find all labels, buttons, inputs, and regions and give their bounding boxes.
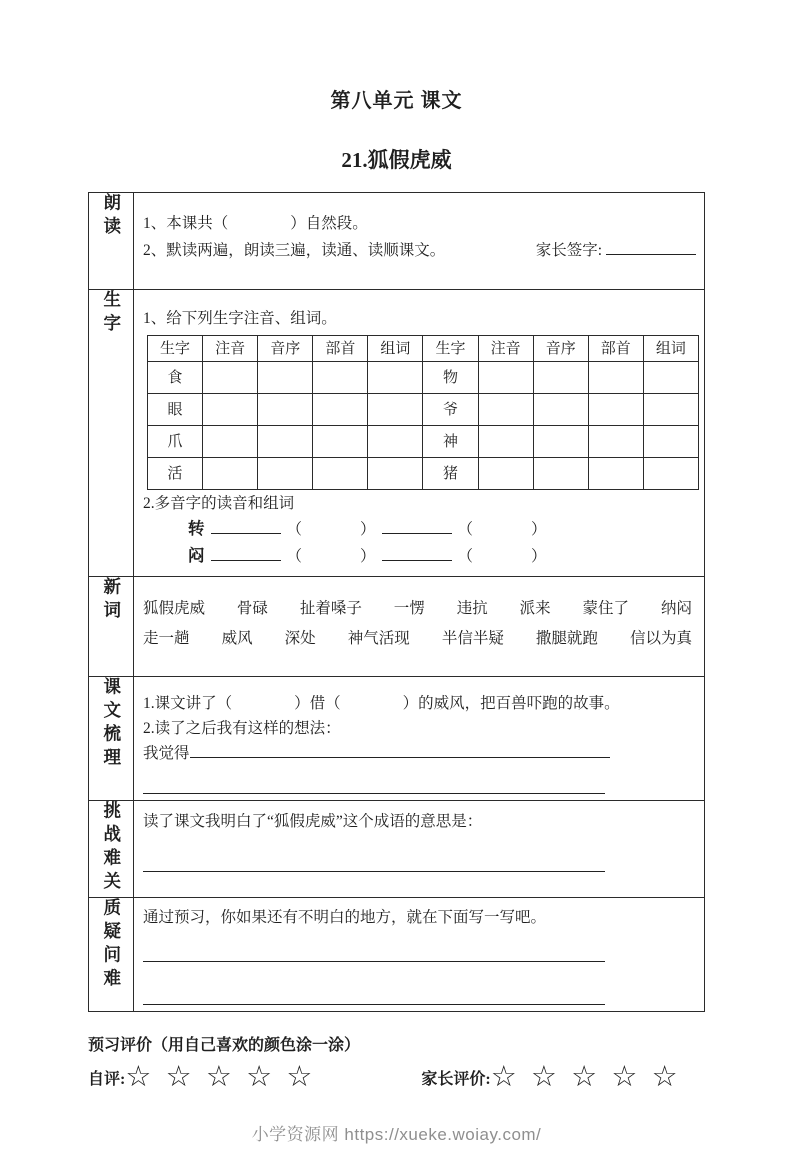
grid-cell-empty bbox=[313, 394, 368, 426]
grid-cell-empty bbox=[258, 426, 313, 458]
new-word: 骨碌 bbox=[236, 600, 268, 617]
paren-open: （ bbox=[457, 548, 474, 565]
new-word: 狐假虎威 bbox=[143, 600, 206, 617]
new-word: 深处 bbox=[284, 630, 316, 647]
paren-close: ） bbox=[360, 521, 376, 538]
tiaozhan-content bbox=[134, 801, 705, 898]
paren-close: ） bbox=[360, 548, 376, 565]
row-label-xinci: 新词 bbox=[101, 577, 122, 624]
grid-cell-empty bbox=[313, 458, 368, 490]
grid-header: 部首 bbox=[588, 336, 643, 362]
grid-cell-empty bbox=[313, 426, 368, 458]
grid-char: 食 bbox=[148, 362, 203, 394]
evaluation-row bbox=[88, 1060, 705, 1094]
paren-open: （ bbox=[286, 521, 303, 538]
word-line-2 bbox=[143, 624, 696, 654]
xinci-content bbox=[134, 577, 705, 677]
paren-close: ） bbox=[531, 521, 547, 538]
parent-eval-label: 家长评价: bbox=[421, 1070, 491, 1088]
grid-cell-empty bbox=[643, 458, 698, 490]
row-label-cell-kewen bbox=[89, 677, 134, 801]
polyphone-char: 转 bbox=[188, 519, 205, 538]
grid-header: 音序 bbox=[258, 336, 313, 362]
new-word: 蒙住了 bbox=[582, 600, 630, 617]
grid-cell-empty bbox=[368, 458, 423, 490]
langdu-content bbox=[134, 193, 705, 290]
grid-cell-empty bbox=[588, 426, 643, 458]
grid-cell-empty bbox=[588, 458, 643, 490]
grid-row bbox=[148, 362, 699, 394]
polyphone-char: 闷 bbox=[188, 546, 205, 565]
tiaozhan-line1: 读了课文我明白了“狐假虎威”这个成语的意思是： bbox=[143, 813, 483, 830]
new-word: 纳闷 bbox=[660, 600, 692, 617]
new-word: 撒腿就跑 bbox=[535, 630, 598, 647]
shengzi-prompt1: 1、给下列生字注音、组词。 bbox=[143, 310, 337, 327]
grid-cell-empty bbox=[203, 426, 258, 458]
row-label-kewen: 课文梳理 bbox=[101, 677, 122, 771]
grid-row bbox=[148, 458, 699, 490]
polyphone-line-zhuan bbox=[188, 516, 696, 543]
polyphone-line-men bbox=[188, 543, 696, 570]
row-label-tiaozhan: 挑战难关 bbox=[101, 801, 122, 895]
parent-sign-label: 家长签字: bbox=[535, 242, 602, 259]
shengzi-content bbox=[134, 290, 705, 577]
grid-header: 注音 bbox=[203, 336, 258, 362]
grid-cell-empty bbox=[478, 362, 533, 394]
grid-cell-empty bbox=[203, 394, 258, 426]
grid-row bbox=[148, 394, 699, 426]
grid-cell-empty bbox=[478, 458, 533, 490]
row-label-cell-langdu bbox=[89, 193, 134, 290]
row-xinci bbox=[89, 577, 705, 677]
grid-row bbox=[148, 426, 699, 458]
paren-close: ） bbox=[531, 548, 547, 565]
answer-blank bbox=[143, 987, 605, 1005]
grid-cell-empty bbox=[643, 394, 698, 426]
kewen-line3-prefix: 我觉得 bbox=[143, 745, 190, 762]
grid-cell-empty bbox=[203, 458, 258, 490]
grid-cell-empty bbox=[588, 394, 643, 426]
answer-blank bbox=[190, 743, 610, 758]
new-word: 一愣 bbox=[393, 600, 425, 617]
kewen-line2: 2.读了之后我有这样的想法： bbox=[143, 720, 341, 737]
grid-header: 部首 bbox=[313, 336, 368, 362]
grid-cell-empty bbox=[313, 362, 368, 394]
kewen-content bbox=[134, 677, 705, 801]
parent-sign-group bbox=[536, 237, 696, 264]
grid-header: 生字 bbox=[148, 336, 203, 362]
grid-header: 组词 bbox=[368, 336, 423, 362]
preview-evaluation bbox=[88, 1035, 705, 1094]
new-word: 违抗 bbox=[456, 600, 488, 617]
grid-cell-empty bbox=[533, 362, 588, 394]
grid-cell-empty bbox=[368, 426, 423, 458]
grid-cell-empty bbox=[533, 426, 588, 458]
grid-header-row bbox=[148, 336, 699, 362]
grid-char: 猪 bbox=[423, 458, 478, 490]
grid-header: 生字 bbox=[423, 336, 478, 362]
row-label-langdu: 朗读 bbox=[101, 193, 122, 240]
grid-cell-empty bbox=[588, 362, 643, 394]
paren-open: （ bbox=[286, 548, 303, 565]
evaluation-title: 预习评价（用自己喜欢的颜色涂一涂） bbox=[88, 1037, 361, 1054]
grid-cell-empty bbox=[478, 426, 533, 458]
character-grid bbox=[147, 335, 699, 490]
row-tiaozhan bbox=[89, 801, 705, 898]
row-label-cell-shengzi bbox=[89, 290, 134, 577]
polyphone-blank bbox=[382, 546, 452, 561]
row-shengzi bbox=[89, 290, 705, 577]
grid-header: 注音 bbox=[478, 336, 533, 362]
grid-cell-empty bbox=[258, 394, 313, 426]
new-word: 派来 bbox=[519, 600, 551, 617]
self-eval-label: 自评: bbox=[88, 1070, 126, 1088]
langdu-line2: 2、默读两遍，朗读三遍，读通、读顺课文。 bbox=[143, 242, 446, 259]
grid-cell-empty bbox=[258, 458, 313, 490]
answer-blank bbox=[143, 944, 605, 962]
polyphone-blank bbox=[382, 519, 452, 534]
grid-header: 音序 bbox=[533, 336, 588, 362]
grid-char: 活 bbox=[148, 458, 203, 490]
new-word: 扯着嗓子 bbox=[299, 600, 362, 617]
row-label-cell-zhiyi bbox=[89, 898, 134, 1012]
grid-char: 物 bbox=[423, 362, 478, 394]
new-word: 走一趟 bbox=[143, 630, 190, 647]
row-label-cell-tiaozhan bbox=[89, 801, 134, 898]
self-eval-stars: ☆ ☆ ☆ ☆ ☆ bbox=[125, 1061, 314, 1093]
row-zhiyi bbox=[89, 898, 705, 1012]
grid-cell-empty bbox=[643, 362, 698, 394]
grid-char: 爪 bbox=[148, 426, 203, 458]
worksheet-table bbox=[88, 192, 705, 1012]
zhiyi-content bbox=[134, 898, 705, 1012]
parent-sign-blank bbox=[606, 240, 696, 255]
shengzi-prompt2: 2.多音字的读音和组词 bbox=[143, 495, 295, 512]
kewen-line3 bbox=[143, 741, 696, 766]
grid-cell-empty bbox=[643, 426, 698, 458]
grid-char: 眼 bbox=[148, 394, 203, 426]
new-word: 威风 bbox=[221, 630, 253, 647]
zhiyi-line1: 通过预习，你如果还有不明白的地方，就在下面写一写吧。 bbox=[143, 909, 547, 926]
unit-title: 第八单元 课文 bbox=[330, 90, 463, 112]
kewen-line1: 1.课文讲了（ ）借（ ）的威风，把百兽吓跑的故事。 bbox=[143, 695, 620, 712]
answer-blank bbox=[143, 854, 605, 872]
answer-blank bbox=[143, 776, 605, 794]
grid-char: 神 bbox=[423, 426, 478, 458]
row-label-zhiyi: 质疑问难 bbox=[101, 898, 122, 992]
grid-cell-empty bbox=[533, 394, 588, 426]
paren-open: （ bbox=[457, 521, 474, 538]
grid-cell-empty bbox=[258, 362, 313, 394]
grid-header: 组词 bbox=[643, 336, 698, 362]
langdu-line1: 1、本课共（ ）自然段。 bbox=[143, 215, 368, 232]
polyphone-blank bbox=[211, 546, 281, 561]
new-word: 信以为真 bbox=[629, 630, 692, 647]
grid-cell-empty bbox=[203, 362, 258, 394]
row-langdu bbox=[89, 193, 705, 290]
word-line-1 bbox=[143, 594, 696, 624]
grid-cell-empty bbox=[478, 394, 533, 426]
row-label-cell-xinci bbox=[89, 577, 134, 677]
footer-credit: 小学资源网 https://xueke.woiay.com/ bbox=[251, 1125, 542, 1144]
parent-eval-stars: ☆ ☆ ☆ ☆ ☆ bbox=[490, 1061, 679, 1093]
row-label-shengzi: 生字 bbox=[101, 290, 122, 337]
new-word: 半信半疑 bbox=[441, 630, 504, 647]
grid-cell-empty bbox=[368, 362, 423, 394]
worksheet-content bbox=[88, 192, 705, 1094]
polyphone-blank bbox=[211, 519, 281, 534]
grid-char: 爷 bbox=[423, 394, 478, 426]
grid-cell-empty bbox=[533, 458, 588, 490]
lesson-title: 21.狐假虎威 bbox=[341, 148, 452, 172]
new-word: 神气活现 bbox=[347, 630, 410, 647]
grid-cell-empty bbox=[368, 394, 423, 426]
row-kewen bbox=[89, 677, 705, 801]
